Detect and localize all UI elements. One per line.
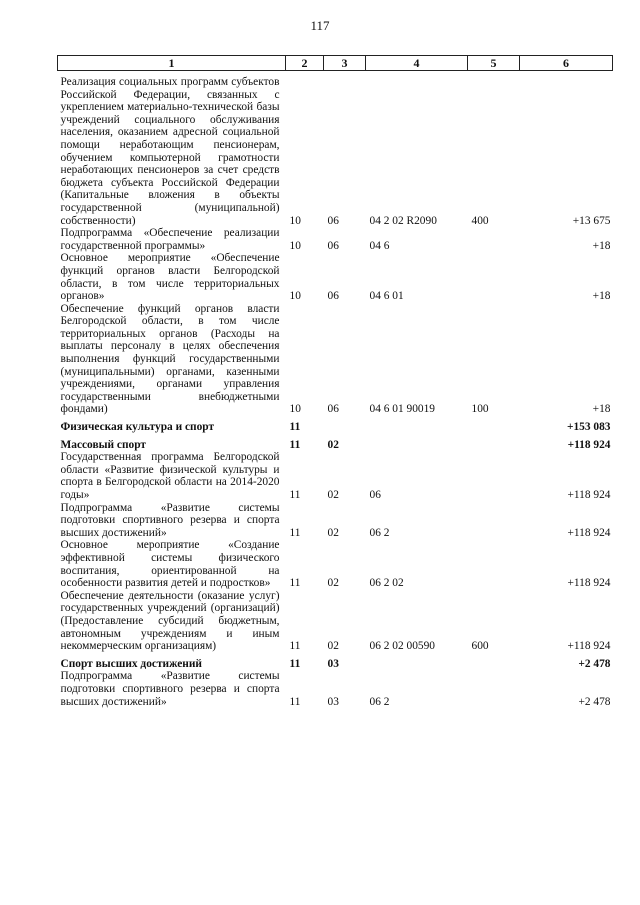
row-name: Государственная программа Белгородской области «Развитие физической культуры и спорта в Белгородской области на 2014-2020 годы» xyxy=(60,451,280,501)
row-name: Реализация социальных программ субъектов Российской Федерации, связанных с укреплением материально-технической базы учреждений социального обслуживания населения, оказанием адресной социальной помощи неработающим пенсионерам, обучением компьютерной грамотности неработающих пенсионеров за счет средств бюджета субъекта Российской Федерации (Капитальные вложения в объекты государственной (муниципальной) собственности) xyxy=(60,76,280,227)
row-name: Обеспечение деятельности (оказание услуг) государственных учреждений (организаций) (Предоставление субсидий бюджетным, автономным учреждениям и иным некоммерческим организациям) xyxy=(60,589,280,653)
row-section: 11 xyxy=(289,657,301,670)
row-expense-type xyxy=(468,227,520,252)
row-name: Подпрограмма «Развитие системы подготовки спортивного резерва и спорта высших достижений» xyxy=(60,501,280,539)
row-section: 10 xyxy=(289,290,301,303)
row-section: 11 xyxy=(289,577,301,590)
column-header: 6 xyxy=(520,56,613,71)
row-expense-type xyxy=(468,451,520,501)
row-expense-type xyxy=(468,434,520,452)
row-target-article: 06 2 xyxy=(369,526,390,539)
row-amount: +118 924 xyxy=(567,489,611,501)
row-name: Подпрограмма «Обеспечение реализации государственной программы» xyxy=(60,227,280,252)
page-number: 117 xyxy=(310,18,330,33)
row-amount: +18 xyxy=(592,239,611,252)
row-expense-type: 600 xyxy=(471,640,489,653)
table-header-row xyxy=(58,56,613,71)
row-subsection: 02 xyxy=(327,640,339,653)
row-target-article: 04 2 02 R2090 xyxy=(369,214,437,227)
row-subsection: 06 xyxy=(327,239,339,252)
table-row xyxy=(58,416,613,434)
row-amount: +18 xyxy=(592,290,611,303)
column-header: 5 xyxy=(468,56,520,71)
row-section: 11 xyxy=(289,489,301,501)
column-header: 3 xyxy=(324,56,366,71)
budget-table xyxy=(57,55,613,708)
row-expense-type xyxy=(468,653,520,671)
table-row xyxy=(58,670,613,708)
table-row xyxy=(58,434,613,452)
row-target-article xyxy=(366,434,468,452)
row-target-article xyxy=(366,416,468,434)
row-section: 11 xyxy=(289,421,301,434)
row-subsection: 03 xyxy=(327,695,339,708)
row-expense-type xyxy=(468,539,520,589)
table-row xyxy=(58,71,613,228)
row-subsection: 06 xyxy=(327,290,339,303)
row-amount: +153 083 xyxy=(566,421,611,434)
table-row xyxy=(58,451,613,501)
row-name: Физическая культура и спорт xyxy=(60,421,215,434)
row-section: 11 xyxy=(289,695,301,708)
row-name: Основное мероприятие «Обеспечение функций органов власти Белгородской области, в том числе территориальных органов» xyxy=(60,252,280,303)
table-row xyxy=(58,303,613,416)
row-target-article: 06 2 xyxy=(369,695,390,708)
row-name: Массовый спорт xyxy=(60,438,147,451)
table-row xyxy=(58,252,613,302)
row-target-article: 04 6 01 90019 xyxy=(369,403,435,416)
row-target-article: 04 6 01 xyxy=(369,290,404,303)
row-section: 11 xyxy=(289,438,301,451)
row-subsection: 02 xyxy=(327,526,339,539)
row-target-article xyxy=(366,653,468,671)
row-section: 10 xyxy=(289,239,301,252)
row-name: Спорт высших достижений xyxy=(60,657,202,670)
column-header: 4 xyxy=(366,56,468,71)
row-target-article: 06 2 02 00590 xyxy=(369,640,435,653)
row-section: 11 xyxy=(289,640,301,653)
row-expense-type xyxy=(468,252,520,302)
row-name: Подпрограмма «Развитие системы подготовки спортивного резерва и спорта высших достижений» xyxy=(60,670,280,708)
row-subsection: 02 xyxy=(327,577,339,590)
table-row xyxy=(58,653,613,671)
row-subsection: 02 xyxy=(327,438,339,451)
row-amount: +13 675 xyxy=(572,214,611,227)
table-row xyxy=(58,539,613,589)
row-subsection: 02 xyxy=(327,489,339,501)
row-amount: +118 924 xyxy=(567,438,611,451)
row-amount: +18 xyxy=(592,403,611,416)
row-target-article: 06 xyxy=(369,489,381,501)
table-row xyxy=(58,590,613,653)
row-section: 10 xyxy=(289,214,301,227)
row-subsection: 06 xyxy=(327,403,339,416)
row-section: 11 xyxy=(289,526,301,539)
table-row xyxy=(58,502,613,540)
row-expense-type xyxy=(468,670,520,708)
column-header: 2 xyxy=(286,56,324,71)
row-subsection xyxy=(324,416,366,434)
row-name: Основное мероприятие «Создание эффективной системы физического воспитания, ориентированной на особенности развития детей и подростков» xyxy=(60,539,280,590)
row-amount: +118 924 xyxy=(567,526,611,539)
row-expense-type xyxy=(468,416,520,434)
row-amount: +118 924 xyxy=(567,640,611,653)
row-amount: +2 478 xyxy=(578,657,611,670)
row-target-article: 04 6 xyxy=(369,239,390,252)
row-amount: +118 924 xyxy=(567,577,611,590)
row-name: Обеспечение функций органов власти Белгородской области, в том числе территориальных органов (Расходы на выплаты персоналу в целях обеспечения выполнения функций государственными (муниципальными) органами, казенными учреждениями, органами управления государственными внебюджетными фондами) xyxy=(60,302,280,416)
table-row xyxy=(58,227,613,252)
row-expense-type: 100 xyxy=(471,403,489,416)
row-subsection: 03 xyxy=(327,657,339,670)
row-subsection: 06 xyxy=(327,214,339,227)
row-expense-type: 400 xyxy=(471,214,489,227)
column-header: 1 xyxy=(58,56,286,71)
row-target-article: 06 2 02 xyxy=(369,577,404,590)
row-section: 10 xyxy=(289,403,301,416)
row-amount: +2 478 xyxy=(578,695,611,708)
row-expense-type xyxy=(468,502,520,540)
